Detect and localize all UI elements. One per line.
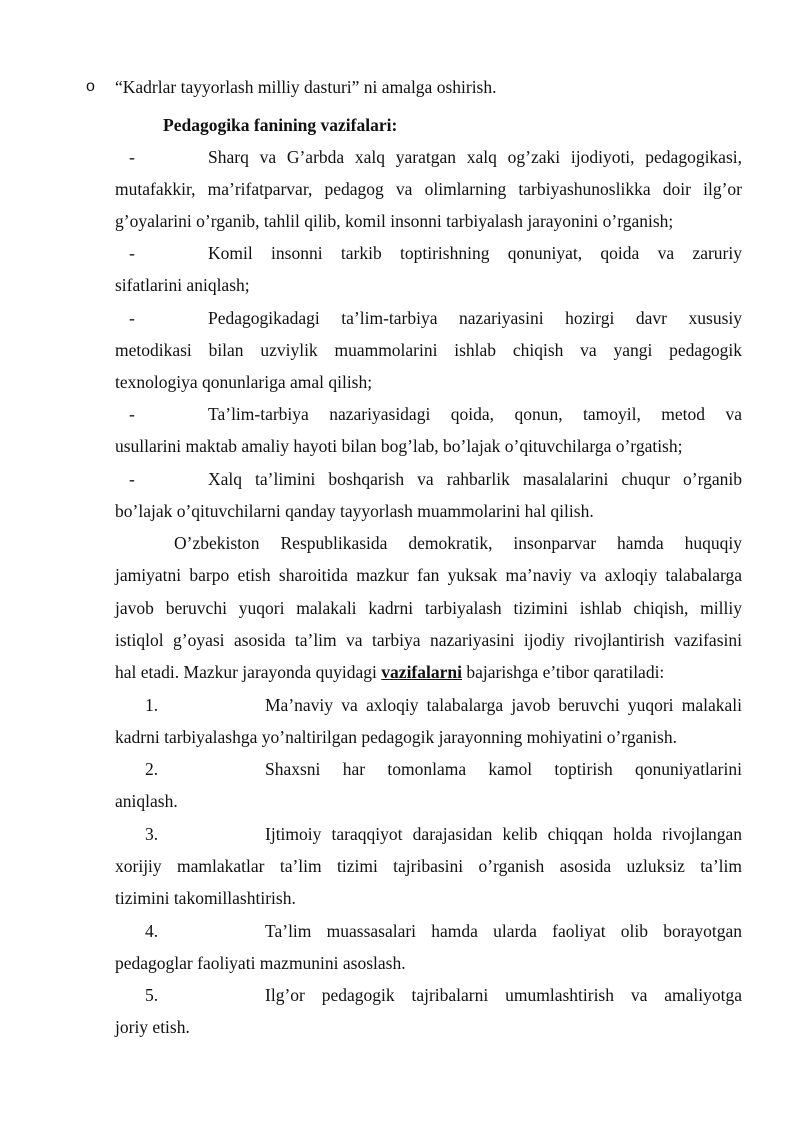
dash-marker: - — [129, 469, 135, 489]
item-number-1: 1. — [145, 695, 159, 715]
numbered-item-4-line-1: Ta’lim muassasalari hamda ularda faoliyat olib borayotgan — [265, 921, 742, 941]
bullet-item-text: “Kadrlar tayyorlash milliy dasturi” ni amalga oshirish. — [115, 77, 497, 97]
item-number-3: 3. — [145, 824, 159, 844]
paragraph-line-1: O’zbekiston Respublikasida demokratik, insonparvar hamda huquqiy — [174, 533, 742, 553]
dash-item-2-line-1: Komil insonni tarkib toptirishning qonuniyat, qoida va zaruriy — [208, 243, 742, 263]
dash-item-3-line-1: Pedagogikadagi ta’lim-tarbiya nazariyasini hozirgi davr xususiy — [208, 308, 742, 328]
paragraph-line-4: istiqlol g’oyasi asosida ta’lim va tarbiya nazariyasini ijodiy rivojlantirish vazifasini — [115, 630, 742, 650]
numbered-item-3-line-2: xorijiy mamlakatlar ta’lim tizimi tajribasini o’rganish asosida uzluksiz ta’lim — [115, 856, 742, 876]
dash-item-4-line-2: usullarini maktab amaliy hayoti bilan bog’lab, bo’lajak o’qituvchilarga o’rgatish; — [115, 436, 683, 456]
numbered-item-5-line-2: joriy etish. — [115, 1017, 190, 1037]
dash-item-1-line-3: g’oyalarini o’rganib, tahlil qilib, komil insonni tarbiyalash jarayonini o’rganish; — [115, 211, 674, 231]
item-number-2: 2. — [145, 759, 159, 779]
paragraph-line-2: jamiyatni barpo etish sharoitida mazkur fan yuksak ma’naviy va axloqiy talabalarga — [115, 565, 742, 585]
numbered-item-3-line-3: tizimini takomillashtirish. — [115, 888, 296, 908]
numbered-item-2-line-2: aniqlash. — [115, 791, 178, 811]
dash-marker: - — [129, 404, 135, 424]
dash-marker: - — [129, 147, 135, 167]
dash-item-5-line-2: bo’lajak o’qituvchilarni qanday tayyorlash muammolarini hal qilish. — [115, 501, 594, 521]
numbered-item-5-line-1: Ilg’or pedagogik tajribalarni umumlashtirish va amaliyotga — [265, 985, 742, 1005]
emphasis-vazifalarni: vazifalarni — [381, 662, 462, 682]
dash-item-1-line-1: Sharq va G’arbda xalq yaratgan xalq og’zaki ijodiyoti, pedagogikasi, — [208, 147, 742, 167]
item-number-4: 4. — [145, 921, 159, 941]
section-heading: Pedagogika fanining vazifalari: — [163, 115, 398, 135]
item-number-5: 5. — [145, 985, 159, 1005]
dash-item-2-line-2: sifatlarini aniqlash; — [115, 275, 250, 295]
dash-item-5-line-1: Xalq ta’limini boshqarish va rahbarlik masalalarini chuqur o’rganib — [208, 469, 742, 489]
paragraph-line-5-after: bajarishga e’tibor qaratiladi: — [461, 662, 665, 682]
numbered-item-1-line-2: kadrni tarbiyalashga yo’naltirilgan pedagogik jarayonning mohiyatini o’rganish. — [115, 727, 677, 747]
dash-item-1-line-2: mutafakkir, ma’rifatparvar, pedagog va olimlarning tarbiyashunoslikka doir ilg’or — [115, 179, 742, 199]
dash-item-3-line-3: texnologiya qonunlariga amal qilish; — [115, 372, 373, 392]
dash-item-4-line-1: Ta’lim-tarbiya nazariyasidagi qoida, qonun, tamoyil, metod va — [208, 404, 742, 424]
numbered-item-3-line-1: Ijtimoiy taraqqiyot darajasidan kelib chiqqan holda rivojlangan — [265, 824, 742, 844]
paragraph-line-5 — [115, 661, 664, 683]
numbered-item-4-line-2: pedagoglar faoliyati mazmunini asoslash. — [115, 953, 406, 973]
dash-marker: - — [129, 243, 135, 263]
bullet-marker: o — [86, 78, 95, 95]
paragraph-line-5-before: hal etadi. Mazkur jarayonda quyidagi — [115, 662, 382, 682]
paragraph-line-3: javob beruvchi yuqori malakali kadrni tarbiyalash tizimini ishlab chiqish, milliy — [115, 598, 742, 618]
numbered-item-1-line-1: Ma’naviy va axloqiy talabalarga javob beruvchi yuqori malakali — [265, 695, 742, 715]
dash-marker: - — [129, 308, 135, 328]
numbered-item-2-line-1: Shaxsni har tomonlama kamol toptirish qonuniyatlarini — [265, 759, 742, 779]
dash-item-3-line-2: metodikasi bilan uzviylik muammolarini ishlab chiqish va yangi pedagogik — [115, 340, 742, 360]
